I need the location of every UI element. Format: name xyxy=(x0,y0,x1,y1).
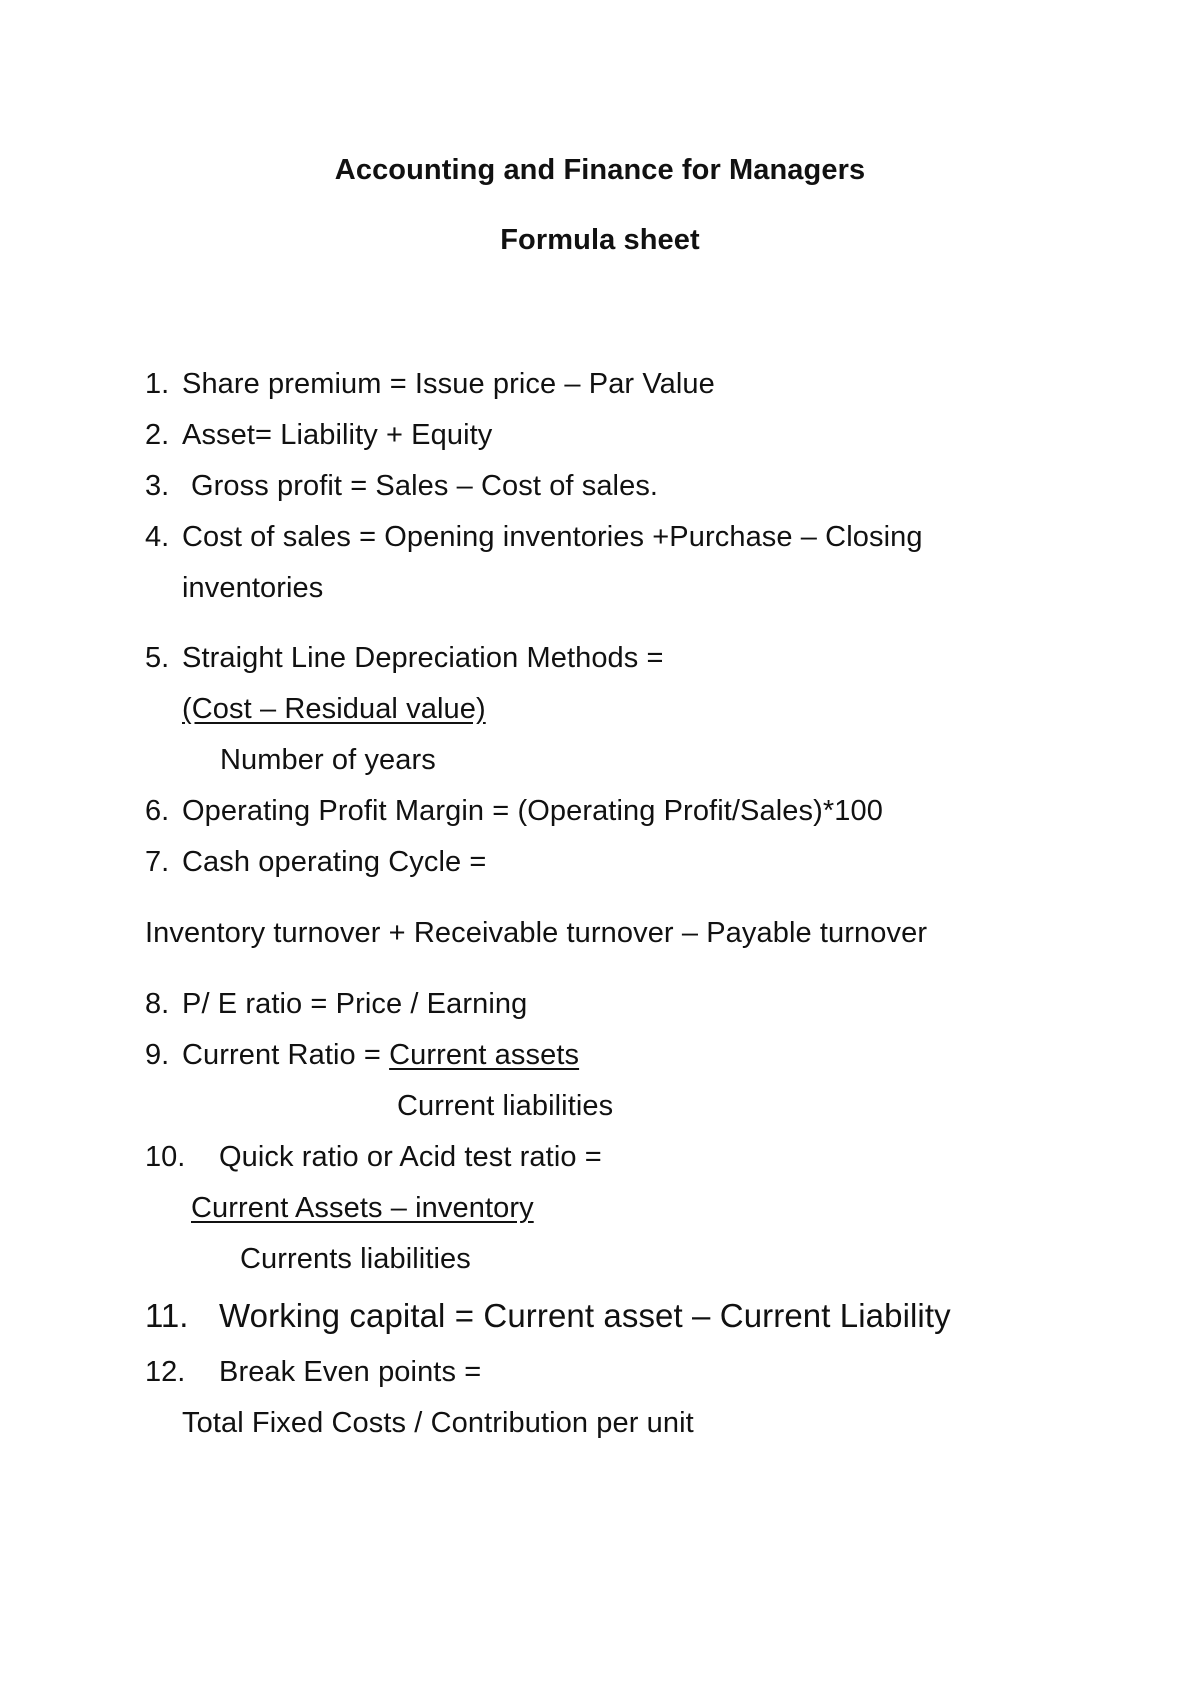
formula-break-even: Break Even points = xyxy=(219,1356,482,1388)
formula-cash-operating-cycle: Cash operating Cycle = xyxy=(182,846,487,878)
formula-cost-of-sales: Cost of sales = Opening inventories +Purchase – Closing xyxy=(182,521,923,553)
formula-operating-profit-margin: Operating Profit Margin = (Operating Profit/Sales)*100 xyxy=(182,795,883,827)
formula-working-capital: Working capital = Current asset – Current Liability xyxy=(219,1297,951,1334)
formula-number: 3. xyxy=(145,470,170,502)
formula-number: 10. xyxy=(145,1141,186,1173)
formula-number: 11. xyxy=(145,1297,189,1334)
formula-share-premium: Share premium = Issue price – Par Value xyxy=(182,368,715,400)
document-title: Accounting and Finance for Managers xyxy=(334,154,866,186)
fraction-numerator: Current assets xyxy=(389,1039,580,1071)
fraction-numerator: Current Assets – inventory xyxy=(191,1192,534,1224)
fraction-denominator: Number of years xyxy=(220,744,436,776)
formula-number: 8. xyxy=(145,988,170,1020)
formula-number: 5. xyxy=(145,642,170,674)
formula-accounting-equation: Asset= Liability + Equity xyxy=(182,419,493,451)
fraction-denominator: Current liabilities xyxy=(397,1090,614,1122)
formula-number: 6. xyxy=(145,795,170,827)
formula-number: 1. xyxy=(145,368,170,400)
current-ratio-label: Current Ratio = xyxy=(182,1039,390,1071)
formula-break-even-cont: Total Fixed Costs / Contribution per unit xyxy=(182,1407,694,1439)
document-subtitle: Formula sheet xyxy=(500,224,700,256)
formula-number: 2. xyxy=(145,419,170,451)
formula-number: 4. xyxy=(145,521,170,553)
formula-gross-profit: Gross profit = Sales – Cost of sales. xyxy=(191,470,659,502)
fraction-numerator: (Cost – Residual value) xyxy=(182,693,486,725)
formula-pe-ratio: P/ E ratio = Price / Earning xyxy=(182,988,528,1020)
formula-cash-operating-cycle-cont: Inventory turnover + Receivable turnover – Payable turnover xyxy=(145,917,928,949)
fraction-denominator: Currents liabilities xyxy=(240,1243,471,1275)
formula-number: 9. xyxy=(145,1039,170,1071)
formula-quick-ratio: Quick ratio or Acid test ratio = xyxy=(219,1141,602,1173)
formula-current-ratio xyxy=(182,1037,579,1073)
formula-cost-of-sales-cont: inventories xyxy=(182,572,324,604)
formula-number: 7. xyxy=(145,846,170,878)
formula-straight-line-depreciation: Straight Line Depreciation Methods = xyxy=(182,642,664,674)
formula-number: 12. xyxy=(145,1356,186,1388)
